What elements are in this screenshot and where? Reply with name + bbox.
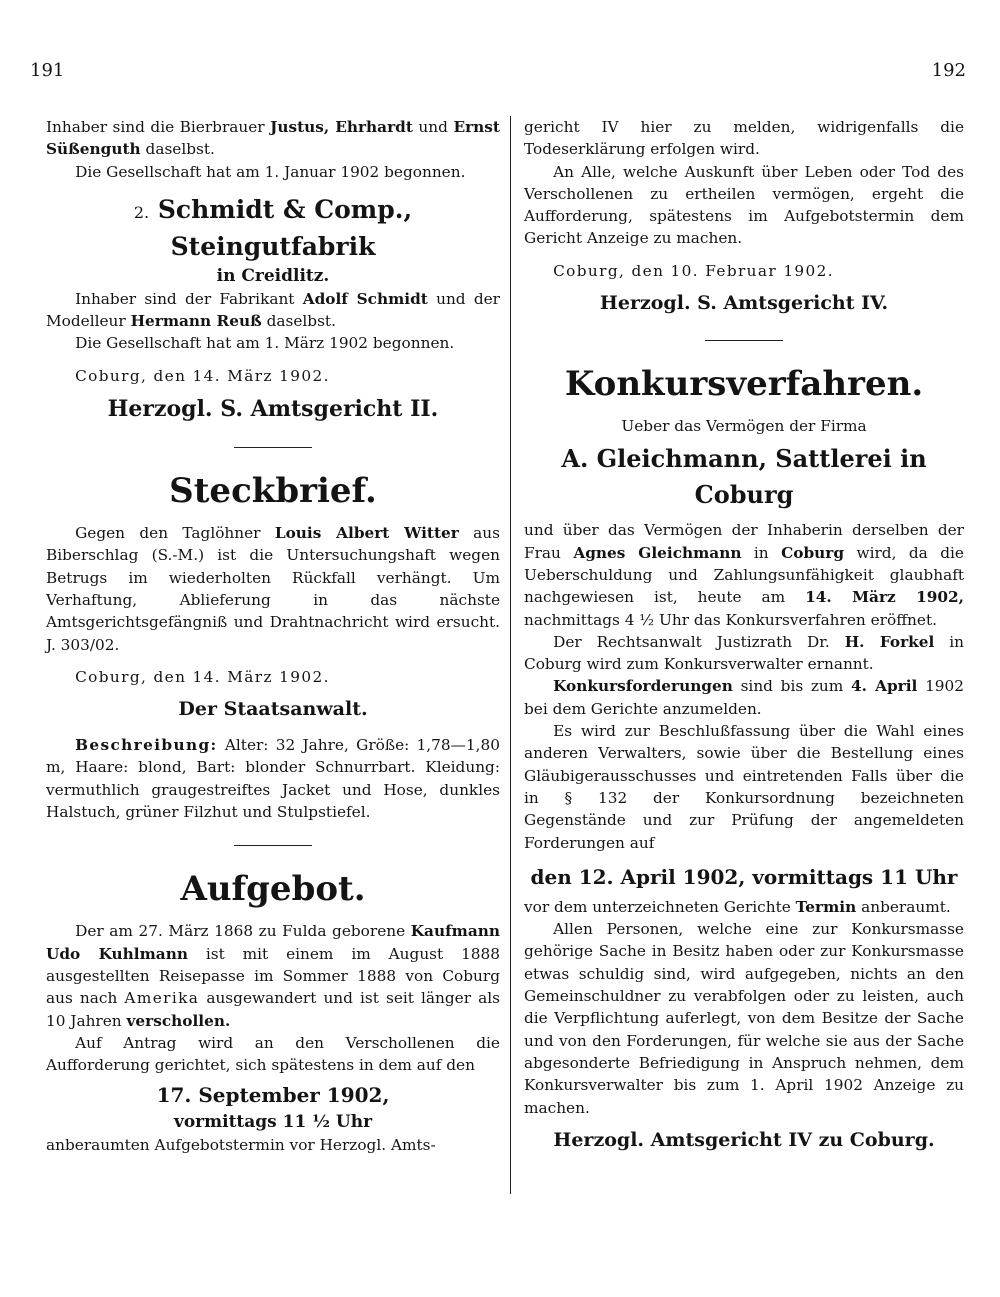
- firm2-court: Herzogl. S. Amtsgericht II.: [107, 396, 439, 423]
- owner-name: Ernst Süßenguth: [46, 118, 500, 159]
- aufgebot-date-line: Coburg, den 10. Februar 1902.: [553, 261, 835, 280]
- aufgebot-court: Herzogl. S. Amtsgericht IV.: [599, 292, 889, 315]
- aufgebot-notice: An Alle, welche Auskunft über Leben oder Tod des Verschollenen zu ertheilen vermögen, ergeht die Aufforderung, spätestens im Aufgebotstermin dem Gericht Anzeige zu machen.: [524, 162, 964, 248]
- firm2-place: in Creidlitz.: [216, 265, 330, 286]
- konkurs-firm: A. Gleichmann, Sattlerei in Coburg: [561, 444, 927, 510]
- steckbrief-text: Gegen den Taglöhner Louis Albert Witter aus Biberschlag (S.-M.) ist die Untersuchungshaft wegen Betrugs im wiederholten Rückfall verhängt. Um Verhaftung, Ablieferung in das nächste Amtsgerichtsgefängniß und Drahtnachricht wird ersucht. J. 303/02.: [46, 524, 500, 654]
- aufgebot-heading: Aufgebot.: [180, 869, 366, 910]
- person-name: Agnes Gleichmann: [573, 543, 742, 562]
- steckbrief-description: Beschreibung: Alter: 32 Jahre, Größe: 1,78—1,80 m, Haare: blond, Bart: blonder Schnurrbart. Kleidung: vermuthlich graugestreiftes Jacket und Hose, dunkles Halstuch, grüner Filzhut und Stulpstiefel.: [46, 736, 500, 822]
- firm1-start: Die Gesellschaft hat am 1. Januar 1902 begonnen.: [75, 162, 466, 181]
- aufgebot-date: 17. September 1902,: [156, 1083, 390, 1108]
- konkurs-heading: Konkursverfahren.: [564, 364, 924, 405]
- section-rule: [705, 340, 783, 341]
- firm2-date: Coburg, den 14. März 1902.: [75, 366, 330, 385]
- firm1-owners: Inhaber sind die Bierbrauer Justus, Ehrhardt und Ernst Süßenguth daselbst.: [46, 118, 500, 159]
- right-column: [524, 116, 964, 1155]
- owner-name: Adolf Schmidt: [302, 289, 428, 308]
- konkurs-termin-date: den 12. April 1902, vormittags 11 Uhr: [530, 864, 958, 889]
- steckbrief-heading: Steckbrief.: [169, 471, 377, 512]
- person-name: Kaufmann Udo Kuhlmann: [46, 922, 500, 963]
- steckbrief-signer: Der Staatsanwalt.: [178, 698, 368, 721]
- konkurs-opening: und über das Vermögen der Inhaberin derselben der Frau Agnes Gleichmann in Coburg wird, da die Ueberschuldung und Zahlungsunfähigkeit glaubhaft nachgewiesen ist, heute am 14. März 1902, nachmittags 4 ½ Uhr das Konkursverfahren eröffnet.: [524, 521, 964, 629]
- page-number-right: 192: [931, 60, 966, 81]
- left-column: [46, 116, 500, 1157]
- steckbrief-date: Coburg, den 14. März 1902.: [75, 667, 330, 686]
- person-name: Louis Albert Witter: [274, 524, 459, 543]
- person-name: H. Forkel: [844, 632, 935, 651]
- aufgebot-text: Der am 27. März 1868 zu Fulda geborene Kaufmann Udo Kuhlmann ist mit einem im August 1888 ausgestellten Reisepasse im Sommer 1888 von Coburg aus nach Amerika ausgewandert und ist seit länger als 10 Jahren verschollen.: [46, 922, 500, 1030]
- section-rule: [234, 447, 312, 448]
- column-divider: [510, 116, 511, 1194]
- konkurs-administrator: Der Rechtsanwalt Justizrath Dr. H. Forkel in Coburg wird zum Konkursverwalter ernannt.: [524, 632, 964, 674]
- page-number-left: 191: [30, 60, 65, 81]
- konkurs-termin-text: vor dem unterzeichneten Gerichte Termin anberaumt.: [524, 897, 951, 916]
- konkurs-instructions: Allen Personen, welche eine zur Konkursmasse gehörige Sache in Besitz haben oder zur Konkursmasse etwas schuldig sind, wird aufgegeben, nichts an den Gemeinschuldner zu verabfolgen oder zu leisten, auch die Verpflichtung auferlegt, von dem Besitze der Sache und von den Forderungen, für welche sie aus der Sache abgesonderte Befriedigung in Anspruch nehmen, dem Konkursverwalter bis zum 1. April 1902 Anzeige zu machen.: [524, 920, 964, 1117]
- aufgebot-request: Auf Antrag wird an den Verschollenen die Aufforderung gerichtet, sich spätestens in dem auf den: [46, 1033, 500, 1075]
- owner-name: Justus, Ehrhardt: [270, 118, 413, 136]
- konkurs-intro: Ueber das Vermögen der Firma: [621, 417, 867, 436]
- firm2-heading: 2. Schmidt & Comp., Steingutfabrik: [133, 194, 413, 261]
- aufgebot-continuation: gericht IV hier zu melden, widrigenfalls die Todeserklärung erfolgen wird.: [524, 118, 964, 159]
- aufgebot-tail: anberaumten Aufgebotstermin vor Herzogl. Amts-: [46, 1136, 436, 1155]
- aufgebot-time: vormittags 11 ½ Uhr: [173, 1112, 373, 1133]
- firm2-start: Die Gesellschaft hat am 1. März 1902 begonnen.: [75, 334, 455, 353]
- owner-name: Hermann Reuß: [130, 312, 262, 331]
- section-rule: [234, 845, 312, 846]
- konkurs-meeting: Es wird zur Beschlußfassung über die Wahl eines anderen Verwalters, sowie über die Bestellung eines Gläubigerausschusses und eintretenden Falls über die in § 132 der Konkursordnung bezeichneten Gegenstände und zur Prüfung der angemeldeten Forderungen auf: [524, 722, 964, 852]
- firm2-owners: Inhaber sind der Fabrikant Adolf Schmidt und der Modelleur Hermann Reuß daselbst.: [46, 289, 500, 331]
- konkurs-claims: Konkursforderungen sind bis zum 4. April 1902 bei dem Gerichte anzumelden.: [524, 677, 965, 718]
- konkurs-court: Herzogl. Amtsgericht IV zu Coburg.: [553, 1128, 935, 1151]
